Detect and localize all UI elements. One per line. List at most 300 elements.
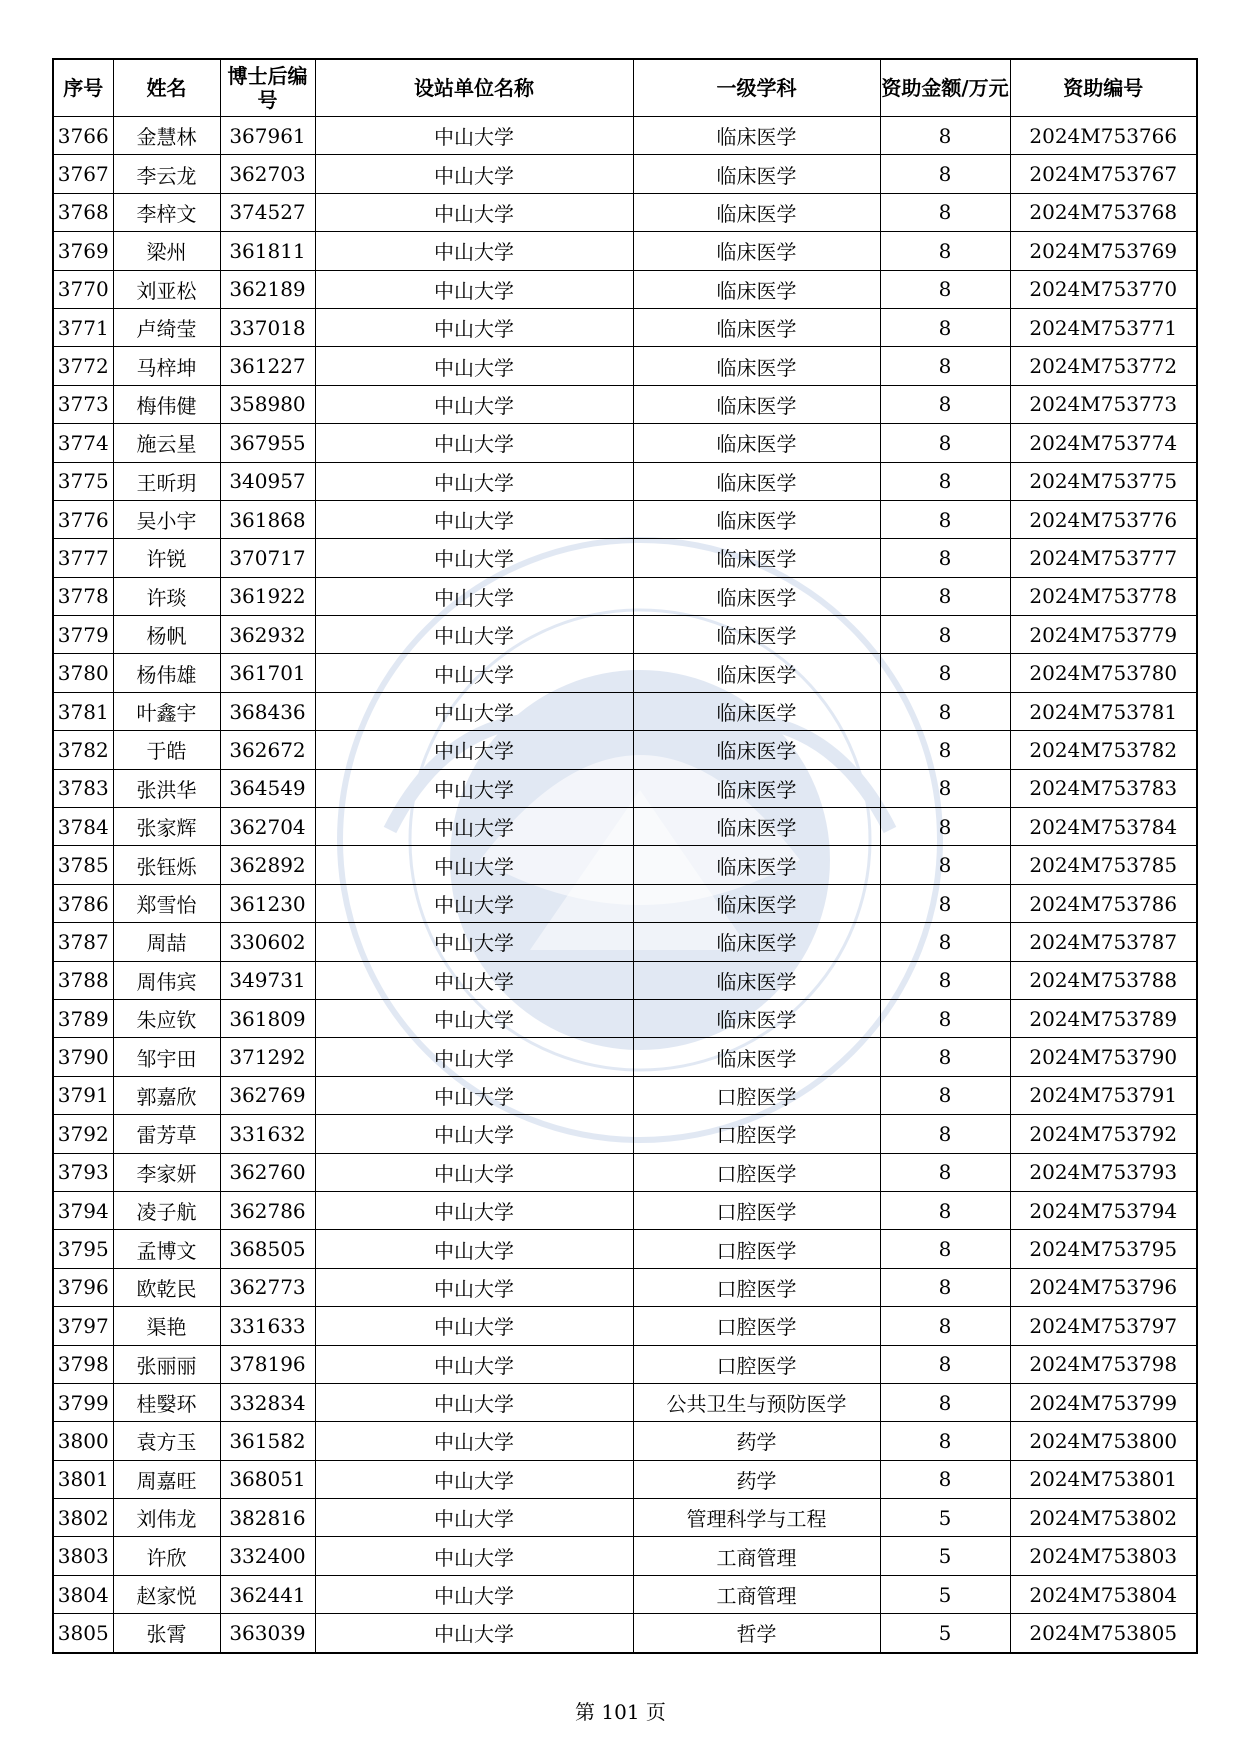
cell-amount: 8 [880, 500, 1010, 538]
table-row [53, 1614, 1197, 1653]
cell-index: 3804 [53, 1575, 113, 1613]
cell-name: 赵家悦 [113, 1575, 220, 1613]
cell-institution: 中山大学 [315, 193, 633, 231]
cell-name: 张钰烁 [113, 846, 220, 884]
cell-index: 3801 [53, 1460, 113, 1498]
table-row [53, 1038, 1197, 1076]
cell-grant-id: 2024M753802 [1010, 1499, 1197, 1537]
cell-name: 卢绮莹 [113, 308, 220, 346]
cell-postdoc-id: 362189 [220, 270, 315, 308]
cell-grant-id: 2024M753767 [1010, 155, 1197, 193]
cell-grant-id: 2024M753768 [1010, 193, 1197, 231]
cell-institution: 中山大学 [315, 1460, 633, 1498]
cell-grant-id: 2024M753769 [1010, 232, 1197, 270]
cell-grant-id: 2024M753793 [1010, 1153, 1197, 1191]
table-row [53, 232, 1197, 270]
cell-index: 3775 [53, 462, 113, 500]
cell-postdoc-id: 362704 [220, 808, 315, 846]
header-index: 序号 [53, 59, 113, 117]
table-row [53, 1191, 1197, 1229]
cell-discipline: 工商管理 [633, 1537, 880, 1575]
table-row [53, 577, 1197, 615]
cell-postdoc-id: 382816 [220, 1499, 315, 1537]
cell-name: 张家辉 [113, 808, 220, 846]
cell-institution: 中山大学 [315, 385, 633, 423]
cell-postdoc-id: 330602 [220, 923, 315, 961]
cell-grant-id: 2024M753779 [1010, 616, 1197, 654]
cell-discipline: 口腔医学 [633, 1191, 880, 1229]
cell-amount: 8 [880, 1115, 1010, 1153]
cell-name: 欧乾民 [113, 1268, 220, 1306]
cell-institution: 中山大学 [315, 769, 633, 807]
cell-discipline: 口腔医学 [633, 1076, 880, 1114]
cell-institution: 中山大学 [315, 462, 633, 500]
cell-postdoc-id: 364549 [220, 769, 315, 807]
cell-institution: 中山大学 [315, 155, 633, 193]
table-row [53, 1383, 1197, 1421]
cell-postdoc-id: 368051 [220, 1460, 315, 1498]
table-row [53, 424, 1197, 462]
cell-grant-id: 2024M753805 [1010, 1614, 1197, 1653]
cell-index: 3771 [53, 308, 113, 346]
cell-grant-id: 2024M753775 [1010, 462, 1197, 500]
cell-discipline: 临床医学 [633, 731, 880, 769]
cell-index: 3794 [53, 1191, 113, 1229]
cell-postdoc-id: 368505 [220, 1230, 315, 1268]
cell-amount: 8 [880, 846, 1010, 884]
cell-name: 桂嫛环 [113, 1383, 220, 1421]
cell-discipline: 临床医学 [633, 347, 880, 385]
cell-postdoc-id: 362672 [220, 731, 315, 769]
cell-postdoc-id: 362760 [220, 1153, 315, 1191]
cell-postdoc-id: 361809 [220, 999, 315, 1037]
cell-institution: 中山大学 [315, 616, 633, 654]
cell-discipline: 临床医学 [633, 923, 880, 961]
cell-grant-id: 2024M753771 [1010, 308, 1197, 346]
cell-name: 梅伟健 [113, 385, 220, 423]
cell-amount: 8 [880, 1307, 1010, 1345]
cell-index: 3786 [53, 884, 113, 922]
cell-institution: 中山大学 [315, 1614, 633, 1653]
cell-amount: 8 [880, 1191, 1010, 1229]
cell-name: 郑雪怡 [113, 884, 220, 922]
table-row [53, 1537, 1197, 1575]
cell-index: 3783 [53, 769, 113, 807]
cell-grant-id: 2024M753780 [1010, 654, 1197, 692]
cell-institution: 中山大学 [315, 1230, 633, 1268]
cell-institution: 中山大学 [315, 654, 633, 692]
cell-index: 3796 [53, 1268, 113, 1306]
cell-amount: 8 [880, 155, 1010, 193]
cell-index: 3778 [53, 577, 113, 615]
cell-postdoc-id: 362703 [220, 155, 315, 193]
cell-name: 张霄 [113, 1614, 220, 1653]
cell-postdoc-id: 361227 [220, 347, 315, 385]
table-row [53, 385, 1197, 423]
cell-index: 3795 [53, 1230, 113, 1268]
cell-discipline: 口腔医学 [633, 1153, 880, 1191]
cell-index: 3773 [53, 385, 113, 423]
table-row [53, 884, 1197, 922]
cell-grant-id: 2024M753766 [1010, 117, 1197, 155]
cell-postdoc-id: 362769 [220, 1076, 315, 1114]
cell-index: 3792 [53, 1115, 113, 1153]
cell-grant-id: 2024M753770 [1010, 270, 1197, 308]
cell-amount: 8 [880, 308, 1010, 346]
cell-discipline: 临床医学 [633, 385, 880, 423]
cell-discipline: 临床医学 [633, 884, 880, 922]
table-row [53, 1460, 1197, 1498]
cell-name: 张丽丽 [113, 1345, 220, 1383]
cell-postdoc-id: 361811 [220, 232, 315, 270]
cell-amount: 5 [880, 1537, 1010, 1575]
cell-index: 3770 [53, 270, 113, 308]
cell-name: 周伟宾 [113, 961, 220, 999]
cell-grant-id: 2024M753772 [1010, 347, 1197, 385]
cell-grant-id: 2024M753790 [1010, 1038, 1197, 1076]
cell-postdoc-id: 361701 [220, 654, 315, 692]
table-body [53, 117, 1197, 1653]
cell-amount: 8 [880, 1422, 1010, 1460]
cell-grant-id: 2024M753795 [1010, 1230, 1197, 1268]
cell-postdoc-id: 367955 [220, 424, 315, 462]
cell-postdoc-id: 349731 [220, 961, 315, 999]
cell-postdoc-id: 362786 [220, 1191, 315, 1229]
table-row [53, 654, 1197, 692]
table-row [53, 347, 1197, 385]
cell-amount: 8 [880, 347, 1010, 385]
cell-institution: 中山大学 [315, 884, 633, 922]
header-postdoc-id: 博士后编号 [220, 59, 315, 117]
cell-postdoc-id: 331633 [220, 1307, 315, 1345]
cell-institution: 中山大学 [315, 846, 633, 884]
cell-institution: 中山大学 [315, 1383, 633, 1421]
cell-name: 张洪华 [113, 769, 220, 807]
cell-index: 3777 [53, 539, 113, 577]
cell-amount: 5 [880, 1614, 1010, 1653]
cell-postdoc-id: 368436 [220, 692, 315, 730]
cell-institution: 中山大学 [315, 500, 633, 538]
cell-index: 3766 [53, 117, 113, 155]
cell-postdoc-id: 367961 [220, 117, 315, 155]
cell-grant-id: 2024M753803 [1010, 1537, 1197, 1575]
cell-index: 3802 [53, 1499, 113, 1537]
cell-discipline: 临床医学 [633, 155, 880, 193]
cell-grant-id: 2024M753788 [1010, 961, 1197, 999]
cell-grant-id: 2024M753773 [1010, 385, 1197, 423]
table-row [53, 961, 1197, 999]
cell-institution: 中山大学 [315, 424, 633, 462]
cell-amount: 8 [880, 1268, 1010, 1306]
cell-discipline: 临床医学 [633, 117, 880, 155]
cell-name: 李云龙 [113, 155, 220, 193]
cell-name: 马梓坤 [113, 347, 220, 385]
cell-name: 李梓文 [113, 193, 220, 231]
table-row [53, 846, 1197, 884]
cell-amount: 8 [880, 424, 1010, 462]
table-row [53, 270, 1197, 308]
cell-name: 刘伟龙 [113, 1499, 220, 1537]
cell-index: 3799 [53, 1383, 113, 1421]
cell-amount: 8 [880, 616, 1010, 654]
cell-discipline: 临床医学 [633, 193, 880, 231]
cell-postdoc-id: 332834 [220, 1383, 315, 1421]
cell-postdoc-id: 358980 [220, 385, 315, 423]
header-grant-id: 资助编号 [1010, 59, 1197, 117]
cell-amount: 8 [880, 117, 1010, 155]
cell-name: 凌子航 [113, 1191, 220, 1229]
cell-name: 叶鑫宇 [113, 692, 220, 730]
table-row [53, 1115, 1197, 1153]
cell-postdoc-id: 362932 [220, 616, 315, 654]
table-row [53, 769, 1197, 807]
cell-institution: 中山大学 [315, 308, 633, 346]
cell-postdoc-id: 371292 [220, 1038, 315, 1076]
cell-amount: 8 [880, 1345, 1010, 1383]
cell-discipline: 哲学 [633, 1614, 880, 1653]
cell-index: 3776 [53, 500, 113, 538]
table-row [53, 999, 1197, 1037]
cell-name: 吴小宇 [113, 500, 220, 538]
table-header-row [53, 59, 1197, 117]
table-row [53, 155, 1197, 193]
cell-amount: 8 [880, 1153, 1010, 1191]
cell-discipline: 工商管理 [633, 1575, 880, 1613]
table-row [53, 1422, 1197, 1460]
cell-index: 3789 [53, 999, 113, 1037]
table-row [53, 923, 1197, 961]
cell-postdoc-id: 332400 [220, 1537, 315, 1575]
cell-discipline: 药学 [633, 1422, 880, 1460]
cell-institution: 中山大学 [315, 1191, 633, 1229]
cell-postdoc-id: 361230 [220, 884, 315, 922]
cell-institution: 中山大学 [315, 1499, 633, 1537]
cell-institution: 中山大学 [315, 270, 633, 308]
cell-discipline: 口腔医学 [633, 1230, 880, 1268]
cell-institution: 中山大学 [315, 232, 633, 270]
cell-name: 金慧林 [113, 117, 220, 155]
cell-name: 朱应钦 [113, 999, 220, 1037]
cell-grant-id: 2024M753778 [1010, 577, 1197, 615]
cell-institution: 中山大学 [315, 1268, 633, 1306]
table-row [53, 117, 1197, 155]
table-row [53, 1307, 1197, 1345]
cell-institution: 中山大学 [315, 117, 633, 155]
cell-discipline: 临床医学 [633, 462, 880, 500]
table-row [53, 462, 1197, 500]
cell-discipline: 公共卫生与预防医学 [633, 1383, 880, 1421]
cell-discipline: 口腔医学 [633, 1345, 880, 1383]
cell-postdoc-id: 363039 [220, 1614, 315, 1653]
cell-index: 3790 [53, 1038, 113, 1076]
cell-grant-id: 2024M753799 [1010, 1383, 1197, 1421]
header-amount: 资助金额/万元 [880, 59, 1010, 117]
table-row [53, 308, 1197, 346]
cell-grant-id: 2024M753791 [1010, 1076, 1197, 1114]
cell-postdoc-id: 340957 [220, 462, 315, 500]
cell-index: 3793 [53, 1153, 113, 1191]
cell-amount: 8 [880, 1383, 1010, 1421]
table-row [53, 1230, 1197, 1268]
cell-amount: 8 [880, 577, 1010, 615]
cell-discipline: 口腔医学 [633, 1268, 880, 1306]
cell-amount: 5 [880, 1499, 1010, 1537]
cell-discipline: 口腔医学 [633, 1307, 880, 1345]
cell-index: 3797 [53, 1307, 113, 1345]
cell-institution: 中山大学 [315, 923, 633, 961]
cell-discipline: 管理科学与工程 [633, 1499, 880, 1537]
cell-index: 3781 [53, 692, 113, 730]
cell-grant-id: 2024M753800 [1010, 1422, 1197, 1460]
cell-index: 3782 [53, 731, 113, 769]
cell-discipline: 临床医学 [633, 539, 880, 577]
cell-discipline: 临床医学 [633, 654, 880, 692]
cell-grant-id: 2024M753784 [1010, 808, 1197, 846]
cell-index: 3798 [53, 1345, 113, 1383]
cell-discipline: 临床医学 [633, 808, 880, 846]
cell-index: 3785 [53, 846, 113, 884]
cell-discipline: 药学 [633, 1460, 880, 1498]
cell-discipline: 口腔医学 [633, 1115, 880, 1153]
cell-postdoc-id: 362441 [220, 1575, 315, 1613]
cell-discipline: 临床医学 [633, 308, 880, 346]
cell-amount: 8 [880, 385, 1010, 423]
cell-institution: 中山大学 [315, 1307, 633, 1345]
cell-postdoc-id: 331632 [220, 1115, 315, 1153]
cell-postdoc-id: 361922 [220, 577, 315, 615]
cell-name: 雷芳草 [113, 1115, 220, 1153]
cell-postdoc-id: 374527 [220, 193, 315, 231]
cell-grant-id: 2024M753783 [1010, 769, 1197, 807]
cell-index: 3774 [53, 424, 113, 462]
cell-amount: 8 [880, 769, 1010, 807]
table-row [53, 1153, 1197, 1191]
table-row [53, 1345, 1197, 1383]
cell-name: 李家妍 [113, 1153, 220, 1191]
cell-discipline: 临床医学 [633, 424, 880, 462]
cell-grant-id: 2024M753796 [1010, 1268, 1197, 1306]
cell-grant-id: 2024M753804 [1010, 1575, 1197, 1613]
cell-index: 3768 [53, 193, 113, 231]
cell-grant-id: 2024M753801 [1010, 1460, 1197, 1498]
cell-postdoc-id: 378196 [220, 1345, 315, 1383]
cell-index: 3779 [53, 616, 113, 654]
cell-discipline: 临床医学 [633, 999, 880, 1037]
cell-amount: 8 [880, 270, 1010, 308]
table-row [53, 616, 1197, 654]
cell-institution: 中山大学 [315, 1422, 633, 1460]
cell-name: 梁州 [113, 232, 220, 270]
table-row [53, 1268, 1197, 1306]
cell-amount: 8 [880, 731, 1010, 769]
table-row [53, 692, 1197, 730]
cell-discipline: 临床医学 [633, 616, 880, 654]
cell-name: 杨帆 [113, 616, 220, 654]
cell-amount: 8 [880, 808, 1010, 846]
cell-index: 3784 [53, 808, 113, 846]
cell-index: 3800 [53, 1422, 113, 1460]
cell-institution: 中山大学 [315, 1038, 633, 1076]
cell-grant-id: 2024M753776 [1010, 500, 1197, 538]
cell-amount: 8 [880, 193, 1010, 231]
page-number: 第 101 页 [575, 1700, 666, 1724]
cell-index: 3788 [53, 961, 113, 999]
cell-discipline: 临床医学 [633, 500, 880, 538]
cell-institution: 中山大学 [315, 1076, 633, 1114]
cell-postdoc-id: 361868 [220, 500, 315, 538]
cell-institution: 中山大学 [315, 1153, 633, 1191]
cell-discipline: 临床医学 [633, 769, 880, 807]
cell-discipline: 临床医学 [633, 232, 880, 270]
cell-amount: 8 [880, 1460, 1010, 1498]
cell-institution: 中山大学 [315, 961, 633, 999]
cell-institution: 中山大学 [315, 1537, 633, 1575]
cell-institution: 中山大学 [315, 539, 633, 577]
cell-amount: 8 [880, 1230, 1010, 1268]
cell-discipline: 临床医学 [633, 1038, 880, 1076]
cell-discipline: 临床医学 [633, 846, 880, 884]
cell-postdoc-id: 362892 [220, 846, 315, 884]
cell-amount: 8 [880, 999, 1010, 1037]
cell-index: 3767 [53, 155, 113, 193]
cell-discipline: 临床医学 [633, 961, 880, 999]
cell-name: 邹宇田 [113, 1038, 220, 1076]
cell-index: 3791 [53, 1076, 113, 1114]
cell-grant-id: 2024M753792 [1010, 1115, 1197, 1153]
table-row [53, 1076, 1197, 1114]
header-discipline: 一级学科 [633, 59, 880, 117]
cell-name: 许琰 [113, 577, 220, 615]
cell-institution: 中山大学 [315, 347, 633, 385]
cell-institution: 中山大学 [315, 692, 633, 730]
cell-index: 3803 [53, 1537, 113, 1575]
cell-index: 3769 [53, 232, 113, 270]
cell-grant-id: 2024M753798 [1010, 1345, 1197, 1383]
cell-name: 渠艳 [113, 1307, 220, 1345]
cell-name: 孟博文 [113, 1230, 220, 1268]
cell-amount: 8 [880, 692, 1010, 730]
cell-institution: 中山大学 [315, 1345, 633, 1383]
table-row [53, 731, 1197, 769]
header-name: 姓名 [113, 59, 220, 117]
cell-name: 周嘉旺 [113, 1460, 220, 1498]
cell-amount: 8 [880, 923, 1010, 961]
cell-name: 杨伟雄 [113, 654, 220, 692]
cell-amount: 5 [880, 1575, 1010, 1613]
cell-institution: 中山大学 [315, 1115, 633, 1153]
cell-amount: 8 [880, 232, 1010, 270]
cell-amount: 8 [880, 462, 1010, 500]
cell-grant-id: 2024M753787 [1010, 923, 1197, 961]
cell-amount: 8 [880, 1038, 1010, 1076]
cell-postdoc-id: 370717 [220, 539, 315, 577]
cell-discipline: 临床医学 [633, 692, 880, 730]
table-row [53, 1499, 1197, 1537]
cell-name: 于皓 [113, 731, 220, 769]
table-row [53, 1575, 1197, 1613]
header-institution: 设站单位名称 [315, 59, 633, 117]
cell-grant-id: 2024M753781 [1010, 692, 1197, 730]
table-row [53, 539, 1197, 577]
cell-grant-id: 2024M753794 [1010, 1191, 1197, 1229]
cell-name: 许锐 [113, 539, 220, 577]
table-row [53, 808, 1197, 846]
cell-postdoc-id: 337018 [220, 308, 315, 346]
cell-amount: 8 [880, 539, 1010, 577]
cell-index: 3787 [53, 923, 113, 961]
cell-grant-id: 2024M753789 [1010, 999, 1197, 1037]
cell-grant-id: 2024M753785 [1010, 846, 1197, 884]
